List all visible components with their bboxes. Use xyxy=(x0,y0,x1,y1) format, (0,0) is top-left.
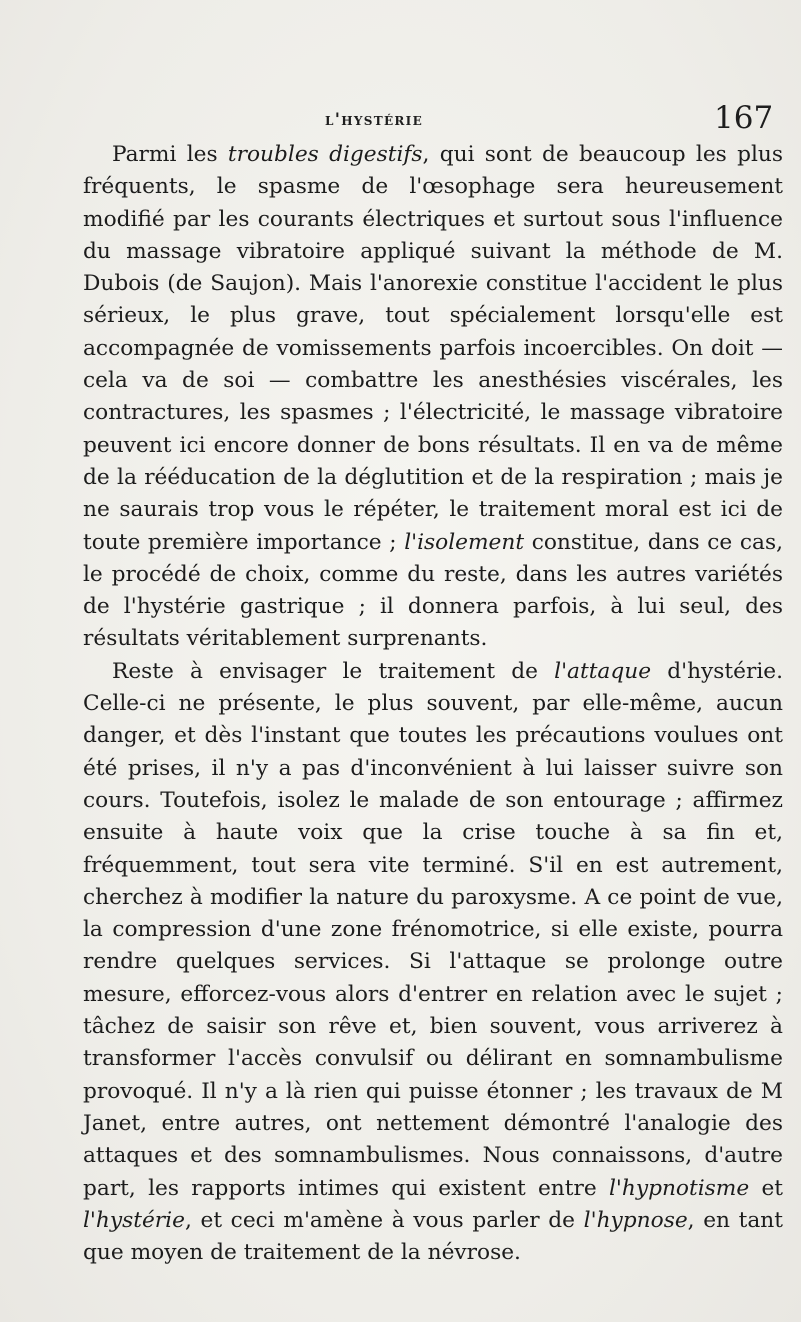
body-text xyxy=(83,139,783,1269)
emphasis-hysterie: l'hystérie xyxy=(83,1207,185,1233)
text-segment: d'hystérie. Celle-ci ne présente, le plus souvent, par elle-même, aucun danger, et dès l'instant que toutes les précautions voulues ont été prises, il n'y a pas d'inconvénient à lui laisser suivre son cours. Toutefois, isolez le malade de son entourage ; affirmez ensuite à haute voix que la crise touche à sa fin et, fréquemment, tout sera vite terminé. S'il en est autrement, cherchez à modifier la nature du paroxysme. A ce point de vue, la compression d'une zone frénomotrice, si elle existe, pourra rendre quelques services. Si l'attaque se prolonge outre mesure, efforcez-vous alors d'entrer en relation avec le sujet ; tâchez de saisir son rêve et, bien souvent, vous arriverez à transformer l'accès convulsif ou délirant en somnambulisme provoqué. Il n'y a là rien qui puisse étonner ; les travaux de M Janet, entre autres, ont nettement démontré l'analogie des attaques et des somnambulismes. Nous connaissons, d'autre part, les rapports intimes qui existent entre xyxy=(83,658,784,1201)
page-number: 167 xyxy=(714,100,774,136)
paragraph-attack-treatment xyxy=(83,656,783,1270)
text-segment: Reste à envisager le traitement de xyxy=(112,658,555,684)
text-segment: , qui sont de beaucoup les plus fréquents, le spasme de l'œsophage sera heureusement modifié par les courants électriques et surtout sous l'influence du massage vibratoire appliqué suivant la méthode de M. Dubois (de Saujon). Mais l'anorexie constitue l'accident le plus sérieux, le plus grave, tout spécialement lorsqu'elle est accompagnée de vomissements parfois incoercibles. On doit — cela va de soi — combattre les anesthésies viscérales, les contractures, les spasmes ; l'électricité, le massage vibratoire peuvent ici encore donner de bons résultats. Il en va de même de la rééducation de la déglutition et de la respiration ; mais je ne saurais trop vous le répéter, le traitement moral est ici de toute première importance ; xyxy=(83,142,783,555)
emphasis-isolement: l'isolement xyxy=(404,529,525,555)
text-segment: et xyxy=(749,1175,784,1201)
page-header xyxy=(0,100,801,140)
text-segment: , et ceci m'amène à vous parler de xyxy=(184,1207,584,1233)
text-segment: constitue, dans ce cas, le procédé de choix, comme du reste, dans les autres variétés de l'hystérie gastrique ; il donnera parfois, à lui seul, des résultats véritablement surprenants. xyxy=(83,529,783,652)
text-segment: Parmi les xyxy=(112,142,228,167)
emphasis-attaque: l'attaque xyxy=(554,658,652,684)
running-head: l'hystérie xyxy=(325,110,424,130)
text-segment: , en tant que moyen de traitement de la névrose. xyxy=(83,1207,783,1266)
emphasis-hypnotisme: l'hypnotisme xyxy=(608,1175,750,1201)
emphasis-troubles-digestifs: troubles digestifs xyxy=(227,142,423,167)
paragraph-digestive-troubles xyxy=(83,139,783,656)
emphasis-hypnose: l'hypnose xyxy=(583,1207,688,1233)
